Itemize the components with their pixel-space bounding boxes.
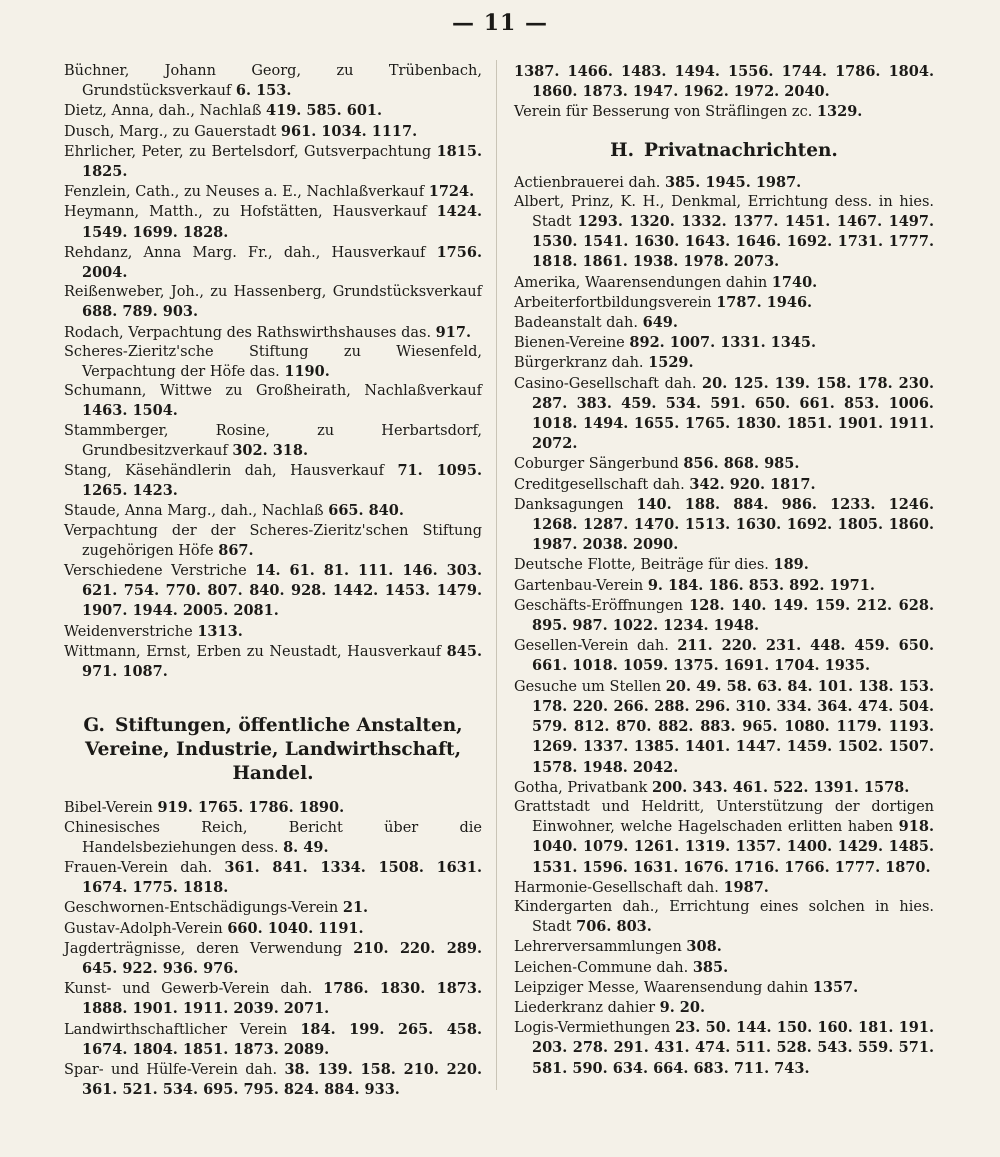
index-entry	[64, 101, 482, 121]
index-entry	[514, 878, 934, 898]
index-entry	[64, 62, 482, 101]
index-entry	[514, 576, 934, 596]
entry-page-refs: 128. 140. 149. 159. 212. 628. 895. 987. 1022. 1234. 1948.	[532, 596, 935, 635]
index-entry	[64, 501, 482, 521]
entry-page-refs: 1190.	[284, 363, 330, 381]
entry-page-refs: 665. 840.	[328, 502, 404, 520]
index-entry	[64, 283, 482, 322]
section-g-title: Stiftungen, öffentliche Anstalten, Vereine, Industrie, Landwirthschaft, Handel.	[84, 715, 463, 785]
entry-subject: Bürgerkranz dah.	[514, 355, 644, 372]
column-divider	[496, 60, 497, 1090]
entry-subject: Leipziger Messe, Waarensendung dahin	[514, 979, 809, 996]
entry-page-refs: 302. 318.	[232, 441, 309, 459]
entry-page-refs: 1387. 1466. 1483. 1494. 1556. 1744. 1786. 1804. 1860. 1873. 1947. 1962. 1972. 2040.	[514, 63, 934, 101]
entry-subject: Geschäfts-Eröffnungen	[514, 597, 684, 614]
index-entry	[64, 622, 482, 642]
left-entries-top	[64, 62, 482, 682]
entry-page-refs: 688. 789. 903.	[82, 303, 199, 321]
entry-page-refs: 38. 139. 158. 210. 220. 361. 521. 534. 695. 795. 824. 884. 933.	[82, 1060, 482, 1099]
entry-subject: Arbeiterfortbildungsverein	[514, 294, 712, 311]
section-h-entries	[514, 173, 934, 1079]
section-g-letter: G.	[83, 715, 105, 737]
entry-subject: Stammberger, Rosine, zu Herbartsdorf, Grundbesitzverkauf	[64, 422, 482, 459]
index-entry	[514, 978, 934, 998]
entry-subject: Fenzlein, Cath., zu Neuses a. E., Nachlaßverkauf	[64, 184, 425, 201]
entry-subject: Weidenverstriche	[64, 623, 193, 640]
index-entry	[64, 898, 482, 918]
entry-subject: Gotha, Privatbank	[514, 779, 648, 796]
entry-subject: Geschwornen-Entschädigungs-Verein	[64, 900, 339, 917]
entry-subject: Casino-Gesellschaft dah.	[514, 375, 697, 392]
entry-page-refs: 140. 188. 884. 986. 1233. 1246. 1268. 1287. 1470. 1513. 1630. 1692. 1805. 1860. 1987. 2038. 2090.	[532, 495, 935, 554]
entry-subject: Verschiedene Verstriche	[64, 563, 247, 580]
entry-page-refs: 1740.	[771, 273, 818, 291]
entry-subject: Leichen-Commune dah.	[514, 959, 689, 976]
entry-page-refs: 9. 20.	[659, 998, 706, 1016]
index-entry	[514, 937, 934, 957]
index-entry	[514, 273, 934, 293]
index-entry	[64, 122, 482, 142]
entry-page-refs: 308.	[686, 938, 722, 956]
index-entry	[514, 555, 934, 575]
entry-page-refs: 917.	[435, 323, 471, 341]
index-entry	[514, 353, 934, 373]
entry-page-refs: 1756. 2004.	[82, 243, 482, 282]
entry-subject: Kindergarten dah., Errichtung eines solchen in hies. Stadt	[514, 898, 934, 936]
entry-page-refs: 706. 803.	[576, 918, 652, 936]
entry-page-refs: 867.	[218, 541, 254, 559]
entry-page-refs: 23. 50. 144. 150. 160. 181. 191. 203. 278. 291. 431. 474. 511. 528. 543. 559. 571. 581. 590. 634. 664. 683. 711. 743.	[532, 1019, 934, 1077]
index-entry	[514, 958, 934, 978]
entry-subject: Danksagungen	[514, 496, 624, 513]
entry-subject: Chinesisches Reich, Bericht über die Handelsbeziehungen dess.	[64, 819, 482, 856]
right-entries-top	[514, 62, 934, 123]
right-column	[514, 62, 934, 1079]
entry-subject: Rodach, Verpachtung des Rathswirthshauses das.	[64, 324, 432, 341]
entry-subject: Heymann, Matth., zu Hofstätten, Hausverkauf	[64, 204, 427, 221]
entry-page-refs: 361. 841. 1334. 1508. 1631. 1674. 1775. 1818.	[82, 858, 483, 897]
entry-page-refs: 1815. 1825.	[82, 142, 482, 181]
entry-page-refs: 385. 1945. 1987.	[665, 173, 802, 191]
entry-page-refs: 1724.	[428, 183, 475, 201]
entry-subject: Rehdanz, Anna Marg. Fr., dah., Hausverkauf	[64, 244, 426, 261]
entry-subject: Creditgesellschaft dah.	[514, 476, 685, 493]
entry-subject: Verpachtung der der Scheres-Zieritz'schen Stiftung zugehörigen Höfe	[64, 522, 482, 559]
index-entry	[514, 898, 934, 937]
entry-page-refs: 1293. 1320. 1332. 1377. 1451. 1467. 1497. 1530. 1541. 1630. 1643. 1646. 1692. 1731. 1777. 1818. 1861. 1938. 1978. 2073.	[532, 213, 935, 271]
entry-subject: Logis-Vermiethungen	[514, 1020, 671, 1037]
index-entry	[64, 182, 482, 202]
entry-page-refs: 210. 220. 289. 645. 922. 936. 976.	[82, 939, 483, 977]
index-entry	[514, 798, 934, 878]
entry-subject: Dusch, Marg., zu Gauerstadt	[64, 123, 277, 140]
entry-page-refs: 649.	[642, 314, 678, 332]
index-entry	[514, 636, 934, 676]
entry-subject: Scheres-Zieritz'sche Stiftung zu Wiesenfeld, Verpachtung der Höfe das.	[64, 343, 482, 381]
index-entry	[64, 939, 482, 979]
index-entry	[64, 798, 482, 818]
index-entry	[64, 642, 482, 682]
entry-page-refs: 385.	[692, 958, 729, 976]
entry-subject: Harmonie-Gesellschaft dah.	[514, 879, 719, 896]
entry-page-refs: 1357.	[812, 978, 859, 996]
entry-subject: Frauen-Verein dah.	[64, 859, 213, 876]
entry-subject: Badeanstalt dah.	[514, 315, 639, 332]
index-entry	[514, 495, 934, 556]
index-entry	[514, 778, 934, 798]
index-entry	[514, 596, 934, 636]
index-entry	[64, 461, 482, 501]
index-entry	[64, 919, 482, 939]
entry-page-refs: 189.	[773, 556, 809, 574]
entry-subject: Ehrlicher, Peter, zu Bertelsdorf, Gutsverpachtung	[64, 143, 432, 160]
index-entry	[514, 454, 934, 474]
entry-subject: Dietz, Anna, dah., Nachlaß	[64, 103, 262, 120]
index-entry	[64, 382, 482, 421]
index-entry	[514, 102, 934, 122]
index-entry	[514, 193, 934, 273]
left-column	[64, 62, 482, 1100]
entry-page-refs: 200. 343. 461. 522. 1391. 1578.	[652, 778, 910, 796]
entry-page-refs: 856. 868. 985.	[683, 455, 800, 473]
entry-page-refs: 919. 1765. 1786. 1890.	[157, 799, 345, 817]
section-h-title: Privatnachrichten.	[644, 139, 838, 161]
section-g-entries	[64, 798, 482, 1100]
entry-subject: Albert, Prinz, K. H., Denkmal, Errichtung dess. in hies. Stadt	[514, 193, 934, 231]
entry-page-refs: 1424. 1549. 1699. 1828.	[82, 203, 482, 241]
index-entry	[514, 1018, 934, 1079]
entry-subject: Gustav-Adolph-Verein	[64, 920, 223, 937]
entry-page-refs: 14. 61. 81. 111. 146. 303. 621. 754. 770. 807. 840. 928. 1442. 1453. 1479. 1907. 1944. 2005. 2081.	[82, 562, 482, 620]
entry-page-refs: 918. 1040. 1079. 1261. 1319. 1357. 1400. 1429. 1485. 1531. 1596. 1631. 1676. 1716. 1766. 1777. 1870.	[532, 818, 934, 876]
entry-subject: Reißenweber, Joh., zu Hassenberg, Grundstücksverkauf	[64, 284, 482, 301]
entry-subject: Liederkranz dahier	[514, 999, 656, 1016]
entry-page-refs: 20. 49. 58. 63. 84. 101. 138. 153. 178. 220. 266. 288. 296. 310. 334. 364. 474. 504. 579. 812. 870. 882. 883. 965. 1080. 1179. 1193. 1269. 1337. 1385. 1401. 1447. 1459. 1502. 1507. 1578. 1948. 2042.	[532, 677, 935, 776]
entry-subject: Coburger Sängerbund	[514, 456, 679, 473]
entry-page-refs: 20. 125. 139. 158. 178. 230. 287. 383. 459. 534. 591. 650. 661. 853. 1006. 1018. 1494. 1655. 1765. 1830. 1851. 1901. 1911. 2072.	[532, 374, 934, 453]
index-entry	[64, 858, 482, 898]
index-entry	[514, 293, 934, 313]
index-entry	[64, 422, 482, 461]
entry-subject: Amerika, Waarensendungen dahin	[514, 274, 768, 291]
entry-subject: Spar- und Hülfe-Verein dah.	[64, 1061, 278, 1078]
section-h-letter: H.	[610, 139, 635, 161]
entry-subject: Landwirthschaftlicher Verein	[64, 1021, 288, 1038]
entry-subject: Grattstadt und Heldritt, Unterstützung der dortigen Einwohner, welche Hagelschaden erlitten haben	[514, 798, 934, 836]
entry-subject: Actienbrauerei dah.	[514, 174, 661, 191]
entry-subject: Kunst- und Gewerb-Verein dah.	[64, 981, 313, 998]
entry-subject: Jagderträgnisse, deren Verwendung	[64, 940, 343, 957]
entry-page-refs: 71. 1095. 1265. 1423.	[82, 462, 482, 500]
entry-page-refs: 961. 1034. 1117.	[280, 122, 418, 140]
entry-subject: Lehrerversammlungen	[514, 939, 682, 956]
entry-subject: Gesellen-Verein dah.	[514, 638, 669, 655]
index-entry	[514, 677, 934, 778]
index-entry	[514, 374, 934, 455]
entry-subject: Bienen-Vereine	[514, 335, 625, 352]
index-entry	[514, 333, 934, 353]
entry-page-refs: 211. 220. 231. 448. 459. 650. 661. 1018. 1059. 1375. 1691. 1704. 1935.	[532, 637, 934, 675]
entry-page-refs: 1786. 1830. 1873. 1888. 1901. 1911. 2039. 2071.	[82, 980, 483, 1018]
entry-subject: Wittmann, Ernst, Erben zu Neustadt, Hausverkauf	[64, 643, 442, 660]
index-entry	[64, 561, 482, 622]
index-entry	[64, 202, 482, 242]
section-g-heading	[64, 714, 482, 786]
entry-page-refs: 6. 153.	[235, 82, 292, 100]
entry-page-refs: 1787. 1946.	[716, 293, 813, 311]
entry-page-refs: 1313.	[197, 622, 243, 640]
index-entry	[514, 475, 934, 495]
index-entry	[64, 819, 482, 858]
index-entry	[64, 323, 482, 343]
index-entry	[64, 1060, 482, 1100]
section-h-heading	[514, 139, 934, 163]
entry-page-refs: 1529.	[648, 354, 694, 372]
entry-subject: Gartenbau-Verein	[514, 577, 644, 594]
entry-subject: Deutsche Flotte, Beiträge für dies.	[514, 557, 769, 574]
entry-page-refs: 8. 49.	[283, 838, 329, 856]
entry-page-refs: 1463. 1504.	[82, 402, 178, 420]
page-number: — 11 —	[452, 10, 548, 36]
entry-page-refs: 892. 1007. 1331. 1345.	[629, 334, 817, 352]
index-entry	[64, 142, 482, 182]
entry-subject: Bibel-Verein	[64, 800, 153, 817]
index-entry	[514, 998, 934, 1018]
index-entry	[514, 62, 934, 102]
entry-subject: Staude, Anna Marg., dah., Nachlaß	[64, 503, 324, 520]
entry-page-refs: 1329.	[816, 103, 863, 121]
entry-page-refs: 9. 184. 186. 853. 892. 1971.	[647, 576, 875, 594]
entry-subject: Büchner, Johann Georg, zu Trübenbach, Grundstücksverkauf	[64, 63, 482, 100]
index-entry	[514, 173, 934, 193]
entry-page-refs: 21.	[342, 899, 369, 917]
index-entry	[64, 979, 482, 1019]
entry-page-refs: 660. 1040. 1191.	[227, 919, 364, 937]
entry-subject: Verein für Besserung von Sträflingen zc.	[514, 104, 813, 121]
entry-subject: Gesuche um Stellen	[514, 678, 662, 695]
entry-page-refs: 184. 199. 265. 458. 1674. 1804. 1851. 1873. 2089.	[82, 1020, 483, 1058]
entry-page-refs: 342. 920. 1817.	[689, 475, 816, 493]
index-entry	[64, 522, 482, 561]
entry-page-refs: 845. 971. 1087.	[82, 642, 482, 681]
index-entry	[64, 343, 482, 382]
index-entry	[64, 1020, 482, 1060]
entry-page-refs: 1987.	[723, 878, 769, 896]
index-entry	[514, 313, 934, 333]
entry-subject: Stang, Käsehändlerin dah, Hausverkauf	[64, 463, 385, 480]
entry-page-refs: 419. 585. 601.	[266, 102, 383, 120]
entry-subject: Schumann, Wittwe zu Großheirath, Nachlaßverkauf	[64, 383, 482, 400]
index-entry	[64, 243, 482, 283]
